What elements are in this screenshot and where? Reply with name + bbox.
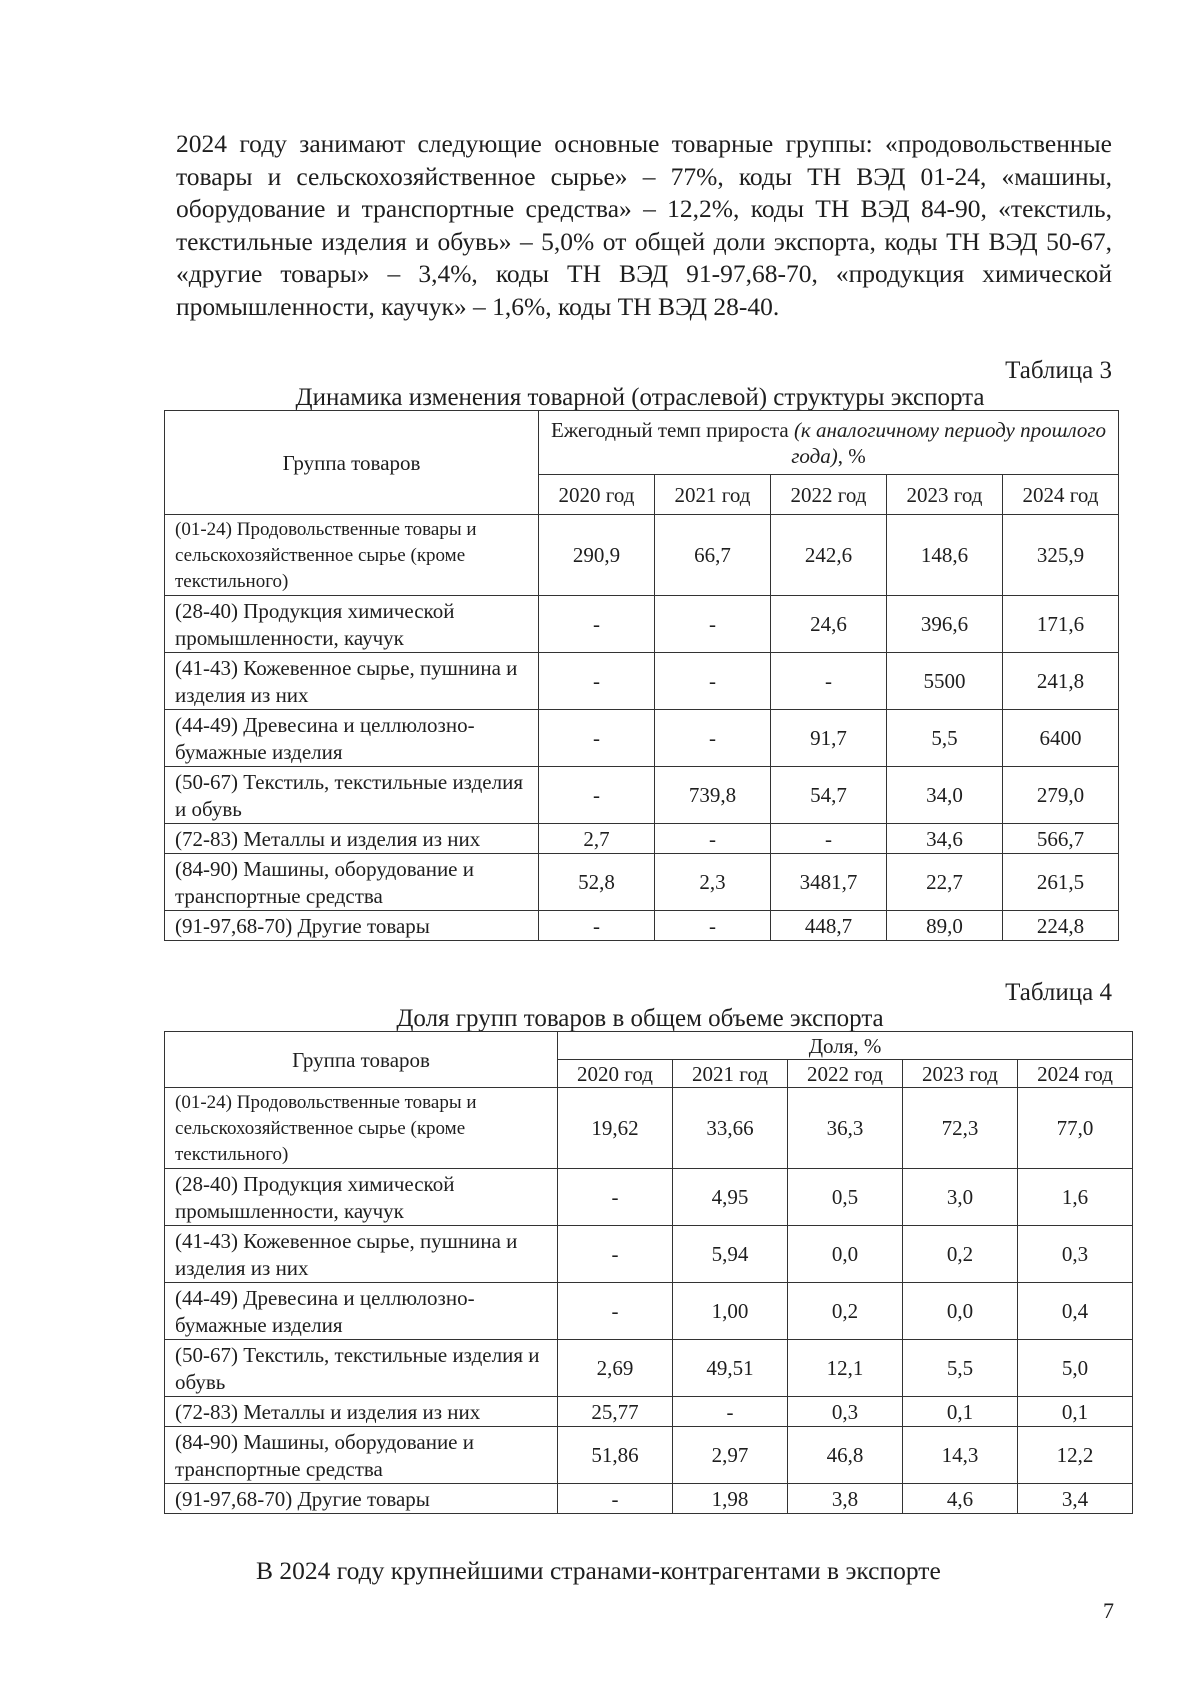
- table-row: [165, 1427, 1133, 1484]
- group-cell: (72-83) Металлы и изделия из них: [165, 824, 539, 854]
- value-cell: 3,8: [788, 1484, 903, 1514]
- value-cell: 0,0: [788, 1226, 903, 1283]
- group-cell: (44-49) Древесина и целлюлозно-бумажные изделия: [165, 710, 539, 767]
- group-cell: (01-24) Продовольственные товары и сельскохозяйственное сырье (кроме текстильного): [165, 515, 539, 596]
- table3-number: Таблица 3: [1005, 357, 1112, 384]
- table-row: [165, 1340, 1133, 1397]
- value-cell: 72,3: [903, 1088, 1018, 1169]
- value-cell: -: [558, 1226, 673, 1283]
- value-cell: 279,0: [1003, 767, 1119, 824]
- table3-growth-dynamics: [164, 410, 1119, 941]
- value-cell: 0,4: [1018, 1283, 1133, 1340]
- value-cell: 1,00: [673, 1283, 788, 1340]
- value-cell: 396,6: [887, 596, 1003, 653]
- group-cell: (91-97,68-70) Другие товары: [165, 911, 539, 941]
- value-cell: 241,8: [1003, 653, 1119, 710]
- value-cell: -: [558, 1283, 673, 1340]
- value-cell: 5,5: [887, 710, 1003, 767]
- value-cell: 5,94: [673, 1226, 788, 1283]
- value-cell: 36,3: [788, 1088, 903, 1169]
- page-number: 7: [1103, 1598, 1114, 1623]
- table-row: [165, 911, 1119, 941]
- value-cell: -: [539, 911, 655, 941]
- table4-year-header: 2021 год: [673, 1060, 788, 1088]
- table3-title: Динамика изменения товарной (отраслевой) структуры экспорта: [295, 384, 985, 411]
- value-cell: 49,51: [673, 1340, 788, 1397]
- table4-group-header: Группа товаров: [165, 1032, 558, 1088]
- table-row: [165, 824, 1119, 854]
- table3-body: [165, 515, 1119, 941]
- value-cell: 448,7: [771, 911, 887, 941]
- value-cell: 2,97: [673, 1427, 788, 1484]
- value-cell: -: [655, 596, 771, 653]
- value-cell: 52,8: [539, 854, 655, 911]
- value-cell: 5,5: [903, 1340, 1018, 1397]
- value-cell: 24,6: [771, 596, 887, 653]
- value-cell: 22,7: [887, 854, 1003, 911]
- value-cell: 3,4: [1018, 1484, 1133, 1514]
- table4-share-header: Доля, %: [558, 1032, 1133, 1060]
- table3-year-header: 2024 год: [1003, 475, 1119, 515]
- value-cell: 0,2: [788, 1283, 903, 1340]
- value-cell: 33,66: [673, 1088, 788, 1169]
- table4-year-header: 2023 год: [903, 1060, 1018, 1088]
- value-cell: 54,7: [771, 767, 887, 824]
- value-cell: 148,6: [887, 515, 1003, 596]
- value-cell: -: [539, 710, 655, 767]
- group-cell: (84-90) Машины, оборудование и транспортные средства: [165, 1427, 558, 1484]
- table4-number: Таблица 4: [1005, 979, 1112, 1006]
- value-cell: 1,98: [673, 1484, 788, 1514]
- group-cell: (50-67) Текстиль, текстильные изделия и обувь: [165, 767, 539, 824]
- table-row: [165, 1226, 1133, 1283]
- table4-year-header: 2024 год: [1018, 1060, 1133, 1088]
- table3-year-header: 2021 год: [655, 475, 771, 515]
- group-cell: (01-24) Продовольственные товары и сельскохозяйственное сырье (кроме текстильного): [165, 1088, 558, 1169]
- table-row: [165, 710, 1119, 767]
- table4-year-header: 2020 год: [558, 1060, 673, 1088]
- value-cell: 261,5: [1003, 854, 1119, 911]
- value-cell: 19,62: [558, 1088, 673, 1169]
- value-cell: 12,2: [1018, 1427, 1133, 1484]
- value-cell: -: [771, 653, 887, 710]
- value-cell: 171,6: [1003, 596, 1119, 653]
- table-row: [165, 1484, 1133, 1514]
- table-row: [165, 653, 1119, 710]
- value-cell: -: [655, 911, 771, 941]
- value-cell: 224,8: [1003, 911, 1119, 941]
- value-cell: -: [539, 596, 655, 653]
- value-cell: 0,1: [903, 1397, 1018, 1427]
- value-cell: 566,7: [1003, 824, 1119, 854]
- table3-year-header: 2020 год: [539, 475, 655, 515]
- table3-group-header: Группа товаров: [165, 411, 539, 515]
- value-cell: 89,0: [887, 911, 1003, 941]
- value-cell: 51,86: [558, 1427, 673, 1484]
- table-row: [165, 1283, 1133, 1340]
- group-cell: (84-90) Машины, оборудование и транспортные средства: [165, 854, 539, 911]
- closing-paragraph: В 2024 году крупнейшими странами-контрагентами в экспорте: [256, 1556, 941, 1585]
- value-cell: -: [655, 824, 771, 854]
- table-row: [165, 767, 1119, 824]
- table3-rate-header: [539, 411, 1119, 475]
- table-row: [165, 1088, 1133, 1169]
- value-cell: 2,69: [558, 1340, 673, 1397]
- group-cell: (41-43) Кожевенное сырье, пушнина и изделия из них: [165, 653, 539, 710]
- group-cell: (44-49) Древесина и целлюлозно-бумажные изделия: [165, 1283, 558, 1340]
- table-row: [165, 515, 1119, 596]
- table3-year-header: 2023 год: [887, 475, 1003, 515]
- value-cell: 739,8: [655, 767, 771, 824]
- value-cell: 77,0: [1018, 1088, 1133, 1169]
- value-cell: 4,95: [673, 1169, 788, 1226]
- table-row: [165, 1397, 1133, 1427]
- value-cell: 0,1: [1018, 1397, 1133, 1427]
- value-cell: 2,7: [539, 824, 655, 854]
- table4-year-header: 2022 год: [788, 1060, 903, 1088]
- value-cell: 14,3: [903, 1427, 1018, 1484]
- value-cell: 0,5: [788, 1169, 903, 1226]
- value-cell: 0,3: [788, 1397, 903, 1427]
- value-cell: 34,0: [887, 767, 1003, 824]
- table3-rate-header-suffix: , %: [837, 443, 866, 468]
- table-row: [165, 1169, 1133, 1226]
- value-cell: -: [558, 1169, 673, 1226]
- table3-rate-header-prefix: Ежегодный темп прироста: [550, 417, 794, 442]
- value-cell: 0,0: [903, 1283, 1018, 1340]
- value-cell: 242,6: [771, 515, 887, 596]
- value-cell: 3481,7: [771, 854, 887, 911]
- value-cell: 25,77: [558, 1397, 673, 1427]
- group-cell: (28-40) Продукция химической промышленности, каучук: [165, 1169, 558, 1226]
- value-cell: 5,0: [1018, 1340, 1133, 1397]
- group-cell: (50-67) Текстиль, текстильные изделия и обувь: [165, 1340, 558, 1397]
- value-cell: 1,6: [1018, 1169, 1133, 1226]
- value-cell: -: [771, 824, 887, 854]
- group-cell: (28-40) Продукция химической промышленности, каучук: [165, 596, 539, 653]
- table3-year-header: 2022 год: [771, 475, 887, 515]
- value-cell: 0,3: [1018, 1226, 1133, 1283]
- group-cell: (91-97,68-70) Другие товары: [165, 1484, 558, 1514]
- value-cell: -: [655, 710, 771, 767]
- value-cell: -: [539, 767, 655, 824]
- value-cell: 34,6: [887, 824, 1003, 854]
- value-cell: 6400: [1003, 710, 1119, 767]
- value-cell: 2,3: [655, 854, 771, 911]
- value-cell: -: [558, 1484, 673, 1514]
- value-cell: 290,9: [539, 515, 655, 596]
- value-cell: 4,6: [903, 1484, 1018, 1514]
- value-cell: -: [539, 653, 655, 710]
- table4-title: Доля групп товаров в общем объеме экспорта: [396, 1005, 884, 1032]
- value-cell: 3,0: [903, 1169, 1018, 1226]
- value-cell: 5500: [887, 653, 1003, 710]
- intro-paragraph: 2024 году занимают следующие основные товарные группы: «продовольственные товары и сельскохозяйственное сырье» – 77%, коды ТН ВЭД 01-24, «машины, оборудование и транспортные средства» – 12,2%, коды ТН ВЭД 84-90, «текстиль, текстильные изделия и обувь» – 5,0% от общей доли экспорта, коды ТН ВЭД 50-67, «другие товары» – 3,4%, коды ТН ВЭД 91-97,68-70, «продукция химической промышленности, каучук» – 1,6%, коды ТН ВЭД 28-40.: [176, 129, 1112, 321]
- value-cell: -: [673, 1397, 788, 1427]
- table-row: [165, 596, 1119, 653]
- value-cell: 91,7: [771, 710, 887, 767]
- value-cell: 0,2: [903, 1226, 1018, 1283]
- value-cell: 66,7: [655, 515, 771, 596]
- value-cell: 12,1: [788, 1340, 903, 1397]
- value-cell: 325,9: [1003, 515, 1119, 596]
- value-cell: -: [655, 653, 771, 710]
- group-cell: (41-43) Кожевенное сырье, пушнина и изделия из них: [165, 1226, 558, 1283]
- table3-rate-header-italic: (к аналогичному периоду прошлого года): [791, 417, 1107, 468]
- table4-export-share: [164, 1031, 1133, 1514]
- value-cell: 46,8: [788, 1427, 903, 1484]
- group-cell: (72-83) Металлы и изделия из них: [165, 1397, 558, 1427]
- table4-body: [165, 1088, 1133, 1514]
- table-row: [165, 854, 1119, 911]
